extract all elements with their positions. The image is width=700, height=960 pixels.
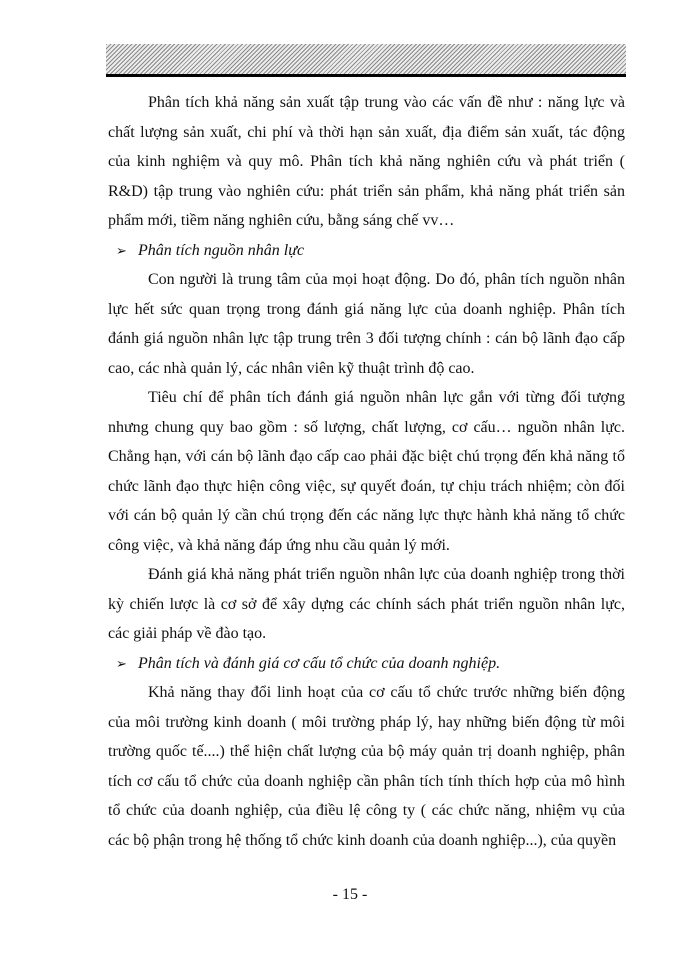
- arrow-bullet-icon: ➢: [116, 655, 127, 671]
- header-band: [106, 44, 626, 74]
- header-rule: [106, 74, 626, 77]
- paragraph-flexibility: Khả năng thay đổi linh hoạt của cơ cấu tổ chức trước những biến động của môi trường kinh doanh ( môi trường pháp lý, hay những biến động từ môi trường quốc tế....) thể hiện chất lượng của bộ máy quản trị doanh nghiệp, phân tích cơ cấu tổ chức của doanh nghiệp cần phân tích tính thích hợp của mô hình tổ chức của doanh nghiệp, của điều lệ công ty ( các chức năng, nhiệm vụ của các bộ phận trong hệ thống tổ chức kinh doanh của doanh nghiệp...), của quyền: [108, 684, 625, 849]
- heading-text: Phân tích và đánh giá cơ cấu tổ chức của doanh nghiệp.: [138, 654, 501, 672]
- arrow-bullet-icon: ➢: [116, 242, 127, 258]
- page-number: - 15 -: [332, 886, 368, 903]
- document-body: [108, 88, 625, 855]
- paragraph-production-analysis: Phân tích khả năng sản xuất tập trung vào các vấn đề như : năng lực và chất lượng sản xuất, chi phí và thời hạn sản xuất, địa điểm sản xuất, tác động của kinh nghiệm và quy mô. Phân tích khả năng nghiên cứu và phát triển ( R&D) tập trung vào nghiên cứu: phát triển sản phẩm, khả năng phát triển sản phẩm mới, tiềm năng nghiên cứu, bằng sáng chế vv…: [108, 94, 625, 229]
- paragraph-criteria: Tiêu chí để phân tích đánh giá nguồn nhân lực gắn với từng đối tượng nhưng chung quy bao gồm : số lượng, chất lượng, cơ cấu… nguồn nhân lực. Chẳng hạn, với cán bộ lãnh đạo cấp cao phải đặc biệt chú trọng đến khả năng tổ chức lãnh đạo thực hiện công việc, sự quyết đoán, tự chịu trách nhiệm; còn đối với cán bộ quản lý cần chú trọng đến các năng lực thực hành khả năng tổ chức công việc, và khả năng đáp ứng nhu cầu quản lý mới.: [108, 389, 625, 554]
- heading-text: Phân tích nguồn nhân lực: [138, 241, 305, 259]
- paragraph-development-evaluation: Đánh giá khả năng phát triển nguồn nhân lực của doanh nghiệp trong thời kỳ chiến lược là cơ sở để xây dựng các chính sách phát triển nguồn nhân lực, các giải pháp về đào tạo.: [108, 566, 625, 642]
- paragraph-people-center: Con người là trung tâm của mọi hoạt động. Do đó, phân tích nguồn nhân lực hết sức quan trọng trong đánh giá năng lực của doanh nghiệp. Phân tích đánh giá nguồn nhân lực tập trung trên 3 đối tượng chính : cán bộ lãnh đạo cấp cao, các nhà quản lý, các nhân viên kỹ thuật trình độ cao.: [108, 271, 625, 377]
- heading-org-structure: [108, 649, 625, 679]
- heading-human-resources: [108, 236, 625, 266]
